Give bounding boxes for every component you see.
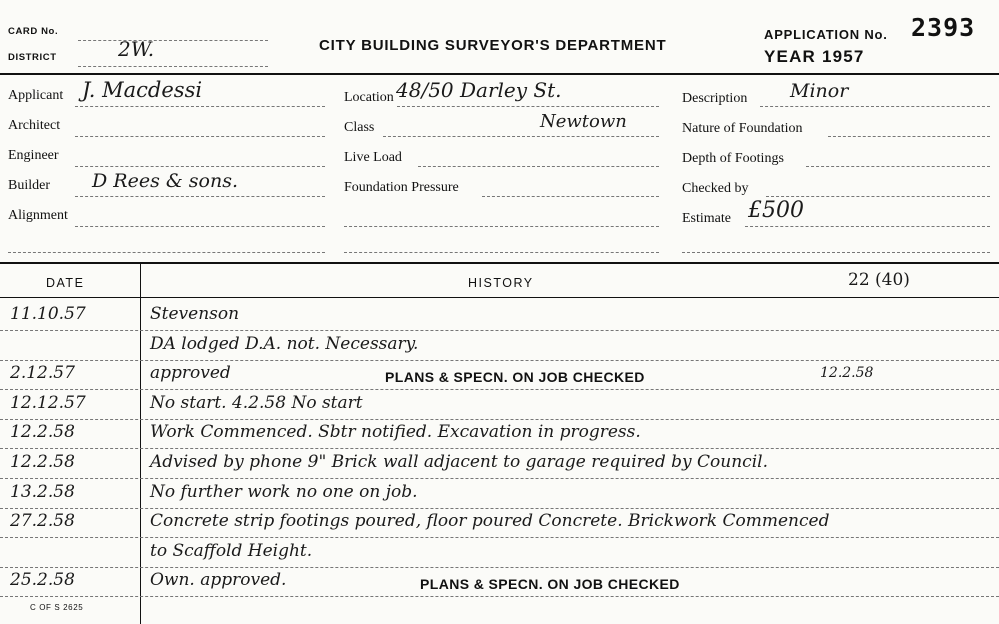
history-date: 11.10.57 — [10, 304, 86, 324]
history-date: 12.2.58 — [10, 452, 75, 472]
application-number: 2393 — [911, 13, 976, 42]
builder-value: D Rees & sons. — [92, 170, 239, 192]
engineer-label: Engineer — [8, 148, 59, 163]
form-code: C OF S 2625 — [30, 603, 84, 612]
reference-note: 22 (40) — [848, 270, 910, 290]
signoff-date: 12.2.58 — [820, 365, 874, 381]
plans-checked-stamp: PLANS & SPECN. ON JOB CHECKED — [420, 576, 680, 592]
location-label: Location — [344, 90, 394, 105]
history-entry: to Scaffold Height. — [150, 541, 313, 561]
history-entry: Stevenson — [150, 304, 240, 324]
date-column-header: DATE — [46, 276, 85, 290]
history-entry: Advised by phone 9" Brick wall adjacent to garage required by Council. — [150, 452, 768, 472]
checked-by-label: Checked by — [682, 181, 749, 196]
history-date: 2.12.57 — [10, 363, 75, 383]
estimate-value: £500 — [748, 198, 804, 223]
history-entry: Concrete strip footings poured, floor poured Concrete. Brickwork Commenced — [150, 511, 830, 531]
foundation-pressure-label: Foundation Pressure — [344, 180, 459, 195]
nature-of-foundation-label: Nature of Foundation — [682, 121, 803, 136]
history-column-header: HISTORY — [468, 276, 534, 290]
description-value: Minor — [790, 80, 849, 102]
history-entry: Own. approved. — [150, 570, 287, 590]
plans-checked-stamp: PLANS & SPECN. ON JOB CHECKED — [385, 369, 645, 385]
card-no-label: CARD No. — [8, 26, 59, 37]
architect-label: Architect — [8, 118, 61, 133]
department-title: CITY BUILDING SURVEYOR'S DEPARTMENT — [319, 37, 667, 54]
history-date: 12.12.57 — [10, 393, 86, 413]
history-date: 27.2.58 — [10, 511, 75, 531]
alignment-label: Alignment — [8, 208, 68, 223]
district-label: DISTRICT — [8, 52, 57, 63]
class-value: Newtown — [540, 111, 627, 132]
live-load-label: Live Load — [344, 150, 402, 165]
application-no-label: APPLICATION No. — [764, 27, 888, 42]
year-label: YEAR 1957 — [764, 47, 865, 66]
builder-label: Builder — [8, 178, 50, 193]
district-value: 2W. — [118, 37, 155, 61]
history-date: 12.2.58 — [10, 422, 75, 442]
applicant-label: Applicant — [8, 88, 64, 103]
history-entry: No further work no one on job. — [150, 482, 418, 502]
applicant-value: J. Macdessi — [82, 78, 203, 102]
history-entry: approved — [150, 363, 231, 383]
class-label: Class — [344, 120, 375, 135]
estimate-label: Estimate — [682, 211, 731, 226]
history-date: 25.2.58 — [10, 570, 75, 590]
location-value: 48/50 Darley St. — [396, 78, 562, 102]
history-entry: No start. 4.2.58 No start — [150, 393, 363, 413]
depth-of-footings-label: Depth of Footings — [682, 151, 784, 166]
history-entry: Work Commenced. Sbtr notified. Excavation in progress. — [150, 422, 641, 442]
description-label: Description — [682, 91, 748, 106]
history-date: 13.2.58 — [10, 482, 75, 502]
history-entry: DA lodged D.A. not. Necessary. — [150, 334, 419, 354]
